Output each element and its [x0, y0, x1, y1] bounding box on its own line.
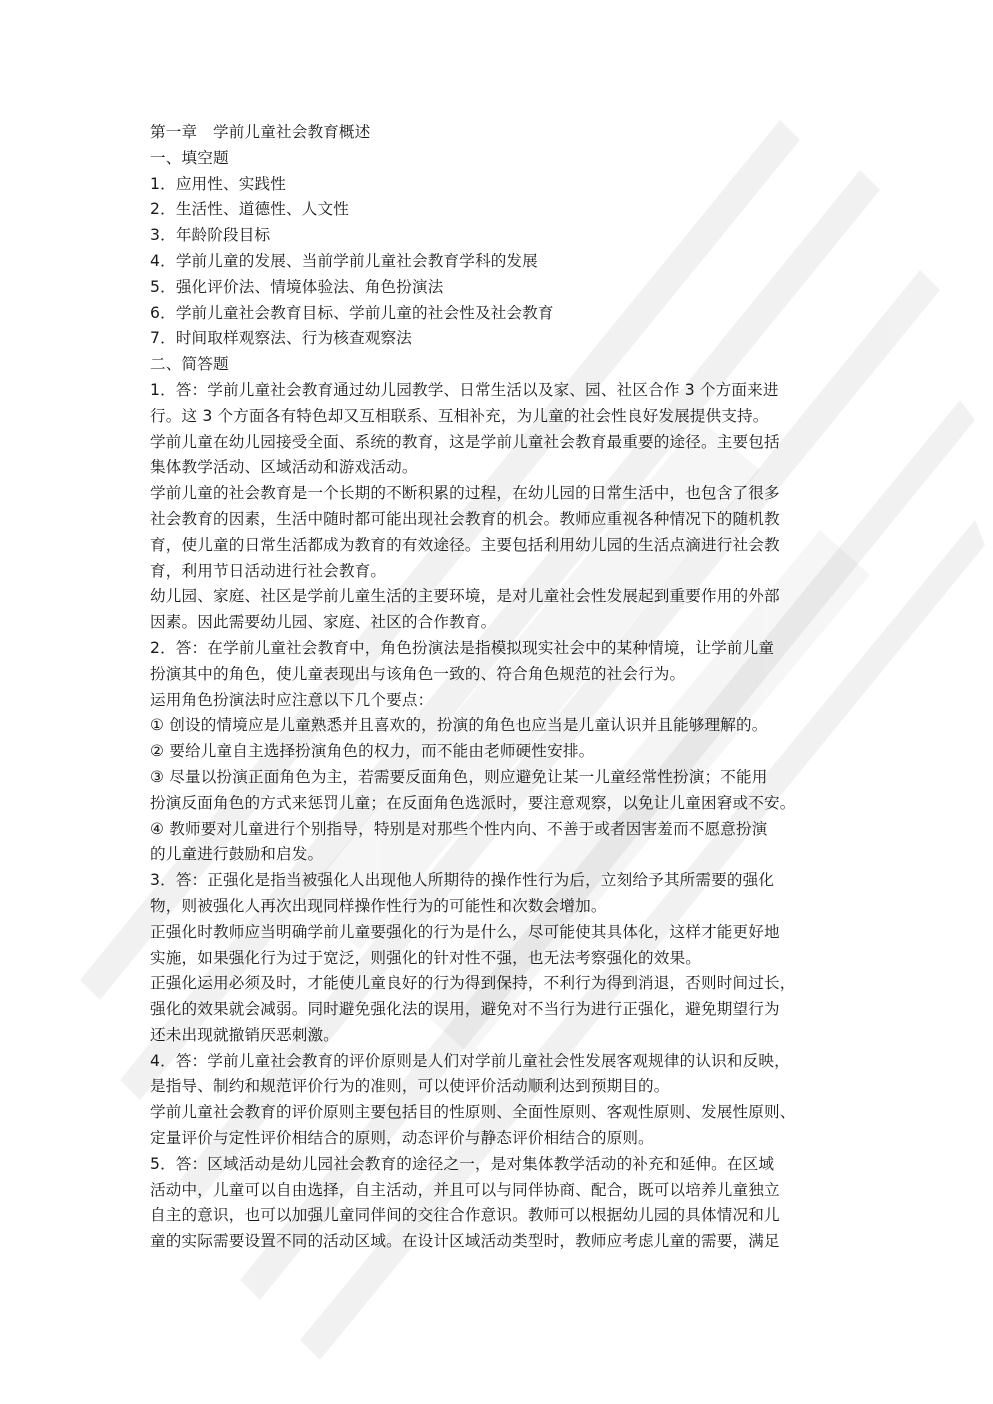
paragraph-line: 正强化时教师应当明确学前儿童要强化的行为是什么，尽可能使其具体化，这样才能更好地: [150, 922, 780, 941]
document-page: [150, 120, 850, 1255]
chapter-title: 第一章 学前儿童社会教育概述: [150, 123, 371, 141]
paragraph-line: 学前儿童社会教育的评价原则主要包括目的性原则、全面性原则、客观性原则、发展性原则、: [150, 1103, 796, 1122]
paragraph-line: ③ 尽量以扮演正面角色为主，若需要反面角色，则应避免让某一儿童经常性扮演；不能用: [150, 767, 768, 786]
paragraph-line: 扮演其中的角色，使儿童表现出与该角色一致的、符合角色规范的社会行为。: [150, 664, 686, 683]
paragraph-line: 育，利用节日活动进行社会教育。: [150, 561, 387, 580]
paragraph-line: 还未出现就撤销厌恶刺激。: [150, 1025, 339, 1044]
paragraph-line: 强化的效果就会减弱。同时避免强化法的误用，避免对不当行为进行正强化，避免期望行为: [150, 1000, 780, 1019]
paragraph-line: 4．答：学前儿童社会教育的评价原则是人们对学前儿童社会性发展客观规律的认识和反映，: [150, 1051, 790, 1070]
paragraph-line: 2．答：在学前儿童社会教育中，角色扮演法是指模拟现实社会中的某种情境，让学前儿童: [150, 638, 775, 657]
paragraph-line: 行。这 3 个方面各有特色却又互相联系、互相补充，为儿童的社会性良好发展提供支持。: [150, 406, 769, 425]
answer-item: 2．生活性、道德性、人文性: [150, 200, 349, 219]
section-heading: 二、简答题: [150, 355, 229, 374]
answer-item: 6．学前儿童社会教育目标、学前儿童的社会性及社会教育: [150, 303, 554, 322]
section-heading: 一、填空题: [150, 148, 229, 167]
paragraph-line: 育，使儿童的日常生活都成为教育的有效途径。主要包括利用幼儿园的生活点滴进行社会教: [150, 535, 780, 554]
paragraph-line: 因素。因此需要幼儿园、家庭、社区的合作教育。: [150, 613, 497, 632]
answer-item: 4．学前儿童的发展、当前学前儿童社会教育学科的发展: [150, 251, 538, 270]
paragraph-line: 童的实际需要设置不同的活动区域。在设计区域活动类型时，教师应考虑儿童的需要，满足: [150, 1232, 780, 1251]
paragraph-line: ② 要给儿童自主选择扮演角色的权力，而不能由老师硬性安排。: [150, 742, 595, 761]
paragraph-line: 社会教育的因素，生活中随时都可能出现社会教育的机会。教师应重视各种情况下的随机教: [150, 509, 780, 528]
paragraph-line: 扮演反面角色的方式来惩罚儿童；在反面角色选派时，要注意观察，以免让儿童困窘或不安。: [150, 793, 796, 812]
answer-item: 7．时间取样观察法、行为核查观察法: [150, 329, 412, 348]
paragraph-line: 物，则被强化人再次出现同样操作性行为的可能性和次数会增加。: [150, 896, 607, 915]
answer-item: 3．年龄阶段目标: [150, 226, 271, 245]
paragraph-line: 1．答：学前儿童社会教育通过幼儿园教学、日常生活以及家、园、社区合作 3 个方面来进: [150, 380, 779, 399]
paragraph-line: 是指导、制约和规范评价行为的准则，可以使评价活动顺利达到预期目的。: [150, 1077, 670, 1096]
paragraph-line: 3．答：正强化是指当被强化人出现他人所期待的操作性行为后，立刻给予其所需要的强化: [150, 871, 775, 890]
paragraph-line: 定量评价与定性评价相结合的原则，动态评价与静态评价相结合的原则。: [150, 1129, 654, 1148]
paragraph-line: 5．答：区域活动是幼儿园社会教育的途径之一，是对集体教学活动的补充和延伸。在区域: [150, 1154, 775, 1173]
answer-item: 1．应用性、实践性: [150, 174, 287, 193]
paragraph-line: 正强化运用必须及时，才能使儿童良好的行为得到保持，不利行为得到消退，否则时间过长，: [150, 974, 796, 993]
paragraph-line: 的儿童进行鼓励和启发。: [150, 845, 324, 864]
paragraph-line: 学前儿童的社会教育是一个长期的不断积累的过程，在幼儿园的日常生活中，也包含了很多: [150, 484, 780, 503]
paragraph-line: ① 创设的情境应是儿童熟悉并且喜欢的，扮演的角色也应当是儿童认识并且能够理解的。: [150, 716, 768, 735]
paragraph-line: 幼儿园、家庭、社区是学前儿童生活的主要环境，是对儿童社会性发展起到重要作用的外部: [150, 587, 780, 606]
paragraph-line: 集体教学活动、区域活动和游戏活动。: [150, 458, 418, 477]
paragraph-line: 运用角色扮演法时应注意以下几个要点：: [150, 690, 434, 709]
paragraph-line: 学前儿童在幼儿园接受全面、系统的教育，这是学前儿童社会教育最重要的途径。主要包括: [150, 432, 780, 451]
paragraph-line: 活动中，儿童可以自由选择，自主活动，并且可以与同伴协商、配合，既可以培养儿童独立: [150, 1180, 780, 1199]
answer-item: 5．强化评价法、情境体验法、角色扮演法: [150, 277, 444, 296]
paragraph-line: 实施，如果强化行为过于宽泛，则强化的针对性不强，也无法考察强化的效果。: [150, 948, 702, 967]
paragraph-line: 自主的意识，也可以加强儿童同伴间的交往合作意识。教师可以根据幼儿园的具体情况和儿: [150, 1206, 780, 1225]
paragraph-line: ④ 教师要对儿童进行个别指导，特别是对那些个性内向、不善于或者因害羞而不愿意扮演: [150, 819, 768, 838]
